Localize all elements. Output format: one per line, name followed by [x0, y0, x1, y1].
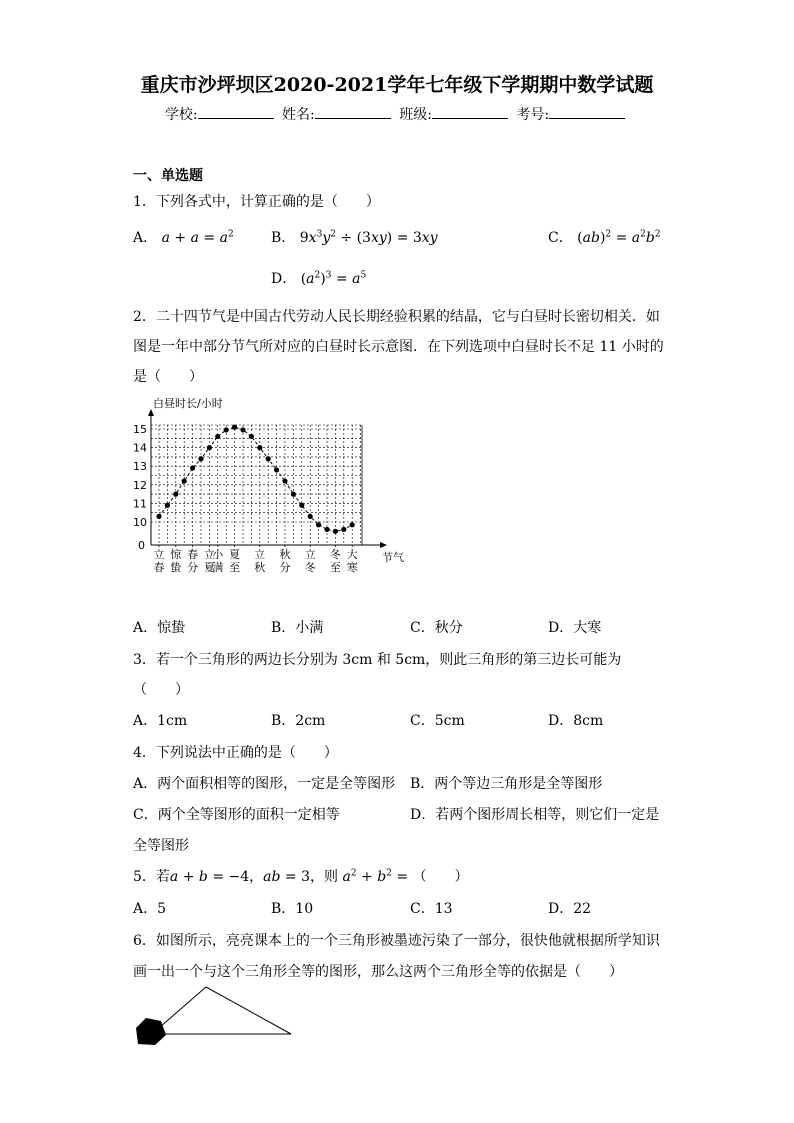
q4-option-d[interactable]: D．若两个图形周长相等，则它们一定是 — [410, 807, 660, 823]
data-point — [198, 456, 203, 461]
q1-d-label: D． — [271, 271, 297, 287]
q1-stem: 1．下列各式中，计算正确的是（ ） — [133, 194, 380, 210]
x-tick-label-bottom: 春 — [153, 561, 165, 574]
x-tick-label-top: 大 — [346, 548, 358, 561]
q6-line2: 画一出一个与这个三角形全等的图形，那么这两个三角形全等的依据是（ ） — [133, 964, 623, 980]
q1-option-d[interactable] — [271, 269, 366, 289]
y-tick-label: 12 — [133, 478, 147, 492]
data-point — [324, 527, 329, 532]
data-point — [156, 514, 161, 519]
q1-d-formula: $(a^2)^3 = a^5$ — [300, 270, 367, 287]
q2-line3: 是（ ） — [133, 369, 203, 385]
q4-option-d-cont: 全等图形 — [133, 838, 189, 854]
data-point — [207, 445, 212, 450]
q1-b-formula: $9x^3y^2 \div (3xy) = 3xy$ — [299, 229, 438, 246]
data-point — [316, 522, 321, 527]
school-label: 学校: — [164, 107, 198, 123]
data-point — [282, 478, 287, 483]
x-tick-label-top: 秋 — [279, 548, 291, 561]
x-tick-label-top: 小 — [212, 548, 224, 561]
class-blank[interactable] — [432, 106, 508, 119]
q4-option-c[interactable]: C．两个全等图形的面积一定相等 — [133, 807, 340, 823]
y-tick-label: 11 — [133, 497, 147, 511]
y-tick-label: 10 — [133, 516, 147, 529]
data-point — [333, 529, 338, 534]
data-point — [240, 427, 245, 432]
name-blank[interactable] — [315, 106, 391, 119]
ink-blot — [136, 1018, 166, 1045]
x-tick-label-top: 夏 — [229, 548, 241, 561]
x-tick-label-bottom: 蛰 — [170, 561, 182, 574]
x-tick-label-top: 春 — [187, 548, 199, 561]
q5-suffix: （ ） — [412, 869, 469, 885]
student-info-line — [0, 104, 794, 124]
q3-line1: 3．若一个三角形的两边长分别为 3cm 和 5cm，则此三角形的第三边长可能为 — [133, 652, 622, 668]
q1-option-b[interactable] — [271, 228, 438, 248]
section-heading: 一、单选题 — [133, 168, 203, 184]
x-tick-label-bottom: 分 — [187, 561, 199, 574]
data-point — [299, 503, 304, 508]
chart-series — [156, 425, 354, 534]
series-line — [159, 427, 352, 531]
page-title: 重庆市沙坪坝区2020-2021学年七年级下学期期中数学试题 — [140, 74, 654, 96]
q5-option-a[interactable]: A．5 — [133, 901, 167, 917]
data-point — [291, 492, 296, 497]
q5-option-d[interactable]: D．22 — [548, 901, 592, 917]
y-tick-label: 15 — [133, 423, 147, 436]
q2-option-d[interactable]: D．大寒 — [548, 620, 602, 636]
x-axis-arrow — [380, 542, 387, 548]
q2-option-b[interactable]: B．小满 — [271, 620, 324, 636]
y-tick-label: 14 — [133, 441, 147, 455]
q5-condition: a + b = −4，ab = 3，则 $a^2 + b^2$ = — [169, 868, 413, 885]
q3-option-c[interactable]: C．5cm — [410, 713, 465, 729]
data-point — [224, 427, 229, 432]
x-tick-label-bottom: 冬 — [304, 561, 316, 574]
q3-option-d[interactable]: D．8cm — [548, 713, 604, 729]
data-point — [182, 478, 187, 483]
x-tick-label-bottom: 秋 — [254, 561, 266, 574]
triangle-outline — [160, 987, 291, 1034]
data-point — [257, 445, 262, 450]
data-point — [274, 467, 279, 472]
y-tick-label: 13 — [133, 460, 147, 474]
q3-option-a[interactable]: A．1cm — [133, 713, 188, 729]
q4-option-b[interactable]: B．两个等边三角形是全等图形 — [410, 776, 603, 792]
data-point — [173, 492, 178, 497]
data-point — [266, 456, 271, 461]
q1-c-label: C． — [548, 230, 573, 246]
x-tick-label-top: 立 — [304, 548, 316, 561]
x-tick-label-top: 冬 — [329, 548, 341, 561]
x-tick-label-bottom: 分 — [279, 561, 291, 574]
x-tick-label-bottom: 至 — [329, 561, 341, 574]
q3-option-b[interactable]: B．2cm — [271, 713, 326, 729]
class-label: 班级: — [399, 107, 432, 123]
x-tick-label-top: 惊 — [170, 548, 182, 561]
q1-c-formula: $(ab)^2 = a^2b^2$ — [577, 229, 661, 246]
q5-prefix: 5．若 — [133, 869, 170, 885]
name-label: 姓名: — [282, 107, 315, 123]
exam-number-label: 考号: — [516, 107, 550, 123]
x-tick-label-top: 立 — [203, 548, 215, 561]
data-point — [341, 527, 346, 532]
origin-label: 0 — [138, 539, 145, 552]
x-axis-label: 节气 — [382, 551, 404, 564]
data-point — [215, 434, 220, 439]
q2-option-a[interactable]: A．惊蛰 — [133, 620, 186, 636]
q1-option-a[interactable] — [133, 228, 234, 248]
x-tick-label-bottom: 满 — [212, 561, 224, 574]
data-point — [249, 434, 254, 439]
school-blank[interactable] — [198, 106, 274, 119]
data-point — [308, 514, 313, 519]
q5-option-c[interactable]: C．13 — [410, 901, 453, 917]
exam-number-blank[interactable] — [549, 106, 625, 119]
q5-option-b[interactable]: B．10 — [271, 901, 314, 917]
q6-line1: 6．如图所示，亮亮课本上的一个三角形被墨迹污染了一部分，很快他就根据所学知识 — [133, 933, 660, 949]
ink-stained-triangle-figure — [130, 984, 295, 1050]
q3-line2: （ ） — [133, 682, 189, 698]
q2-line1: 2．二十四节气是中国古代劳动人民长期经验积累的结晶，它与白昼时长密切相关．如 — [133, 309, 660, 325]
x-tick-label-bottom: 夏 — [203, 561, 215, 574]
q4-stem: 4．下列说法中正确的是（ ） — [133, 745, 338, 761]
y-axis-arrow — [148, 409, 154, 416]
data-point — [350, 522, 355, 527]
q1-a-label: A． — [133, 230, 158, 246]
q1-option-c[interactable] — [548, 228, 661, 248]
y-axis-label: 白昼时长/小时 — [153, 397, 223, 410]
daylight-chart — [133, 395, 420, 575]
data-point — [165, 503, 170, 508]
x-tick-label-bottom: 寒 — [346, 561, 358, 574]
q1-a-formula: $a + a = a^2$ — [161, 229, 234, 246]
q2-option-c[interactable]: C．秋分 — [410, 620, 463, 636]
x-tick-label-bottom: 至 — [229, 561, 241, 574]
x-tick-label-top: 立 — [153, 548, 165, 561]
q5-stem — [133, 867, 469, 887]
q4-option-a[interactable]: A．两个面积相等的图形，一定是全等图形 — [133, 776, 396, 792]
q1-b-label: B． — [271, 230, 296, 246]
data-point — [190, 465, 195, 470]
q2-line2: 图是一年中部分节气所对应的白昼时长示意图．在下列选项中白昼时长不足 11 小时的 — [133, 339, 664, 355]
x-tick-label-top: 立 — [254, 548, 266, 561]
data-point — [232, 425, 237, 430]
